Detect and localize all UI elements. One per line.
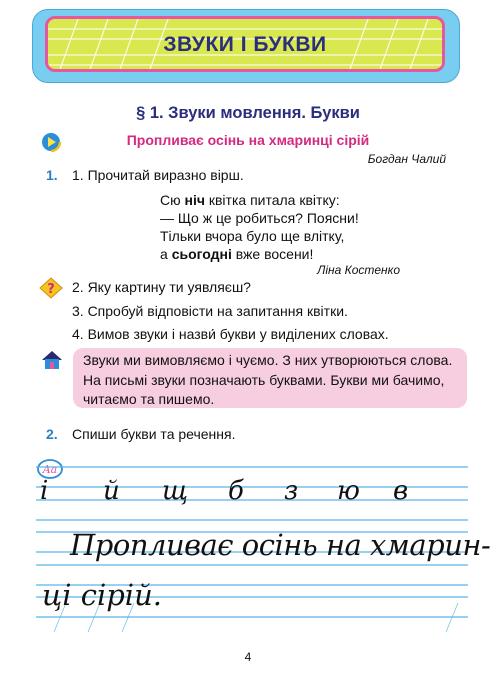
task-1-item-1: 1. Прочитай виразно вірш. bbox=[72, 167, 244, 183]
poem-line-2: — Що ж це робиться? Поясни! bbox=[160, 210, 359, 226]
task-2-text: Спиши букви та речення. bbox=[72, 426, 236, 442]
hw-letter: щ bbox=[162, 476, 189, 506]
banner bbox=[45, 16, 445, 72]
poem-author-1: Богдан Чалий bbox=[367, 152, 446, 166]
rule-box: Звуки ми вимовляємо і чуємо. З них утворюються слова. На письмі звуки позначають буквами. Букви ми бачимо, читаємо та пишемо. bbox=[73, 348, 467, 408]
task-1-item-2: 2. Яку картину ти уявляєш? bbox=[72, 279, 251, 295]
poem-line-3: Тільки вчора було ще влітку, bbox=[160, 228, 345, 244]
section-title: § 1. Звуки мовлення. Букви bbox=[136, 104, 360, 122]
poem-heading: Пропливає осінь на хмаринці сірій bbox=[126, 132, 370, 148]
poem-line-4: а сьогодні вже восени! bbox=[160, 246, 314, 262]
question-icon bbox=[38, 276, 64, 300]
svg-text:?: ? bbox=[47, 282, 55, 297]
poem-author-2: Ліна Костенко bbox=[317, 263, 400, 277]
rule-house-icon bbox=[40, 349, 64, 371]
hw-letter: й bbox=[103, 476, 120, 506]
poem-line-1: Сю ніч квітка питала квітку: bbox=[160, 192, 340, 208]
hw-letter: б bbox=[228, 476, 244, 506]
page-number: 4 bbox=[244, 650, 252, 664]
hw-line-2: ці сірій. bbox=[42, 578, 162, 612]
banner-title: ЗВУКИ І БУКВИ bbox=[163, 33, 327, 56]
hw-line-1: Пропливає осінь на хмарин- bbox=[70, 528, 491, 562]
hw-letter: в bbox=[393, 476, 409, 506]
hw-letter: ю bbox=[337, 476, 360, 506]
hw-letter: з bbox=[284, 476, 299, 506]
task-1-item-4: 4. Вимов звуки і назви́ букви у виділених словах. bbox=[72, 326, 389, 342]
task-1-number: 1. bbox=[46, 167, 58, 183]
hw-letter: і bbox=[40, 476, 49, 506]
svg-text:Aa: Aa bbox=[42, 463, 58, 476]
task-2-number: 2. bbox=[46, 426, 58, 442]
task-1-item-3: 3. Спробуй відповісти на запитання квітки. bbox=[72, 303, 348, 319]
